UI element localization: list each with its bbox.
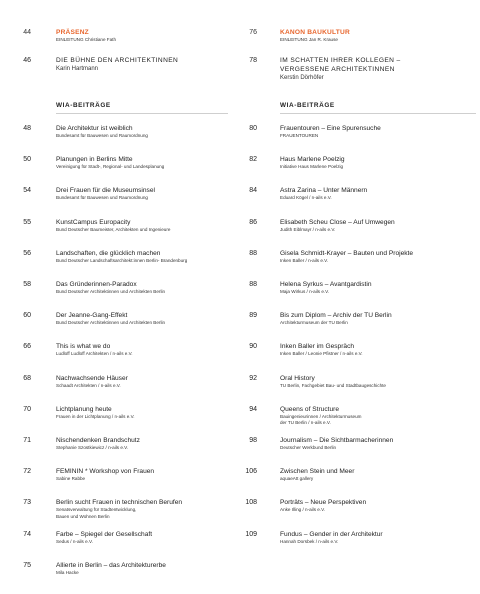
entry-author: Schaadt Architekten / n-ails e.V. bbox=[56, 382, 121, 388]
entry-author: EINLEITUNG Jan R. Krause bbox=[280, 37, 338, 42]
entry-author: Architekturmuseum der TU Berlin bbox=[280, 320, 348, 326]
entry-title: DIE BÜHNE DEN ARCHITEKTINNEN bbox=[56, 57, 179, 64]
page-number: 71 bbox=[23, 437, 31, 444]
entry-author: Vereinigung für Stadt-, Regional- und Landesplanung bbox=[56, 164, 165, 170]
entry-title: This is what we do bbox=[56, 343, 111, 351]
section-divider bbox=[280, 113, 476, 114]
entry-author: Bauingenieurinnen / Architekturmuseum bbox=[280, 413, 362, 419]
entry-author: Bund Deutscher Architektinnen und Architekten Berlin bbox=[56, 289, 166, 294]
entry-title: Frauentouren – Eine Spurensuche bbox=[280, 125, 381, 132]
entry-title: Inken Baller im Gespräch bbox=[280, 343, 355, 351]
entry-title: Queens of Structure bbox=[280, 405, 340, 413]
entry-title: Zwischen Stein und Meer bbox=[280, 468, 355, 476]
entry-author: Anke Illing / n-ails e.V. bbox=[280, 507, 326, 513]
entry-title: FEMININ * Workshop von Frauen bbox=[56, 468, 155, 476]
entry-author: Bund Deutscher Architektinnen und Architekten Berlin bbox=[56, 320, 166, 326]
entry-author: Ludloff Ludloff Architekten / n-ails e.V. bbox=[56, 351, 133, 357]
entry-author: aquaeAtt gallery bbox=[280, 476, 314, 482]
entry-title: Nachwachsende Häuser bbox=[56, 374, 128, 382]
page-number: 88 bbox=[249, 249, 257, 257]
page-number: 88 bbox=[249, 281, 257, 288]
page-number: 109 bbox=[245, 530, 257, 538]
entry-author: Inken Baller / Leonie Pfistner / n-ails e.V. bbox=[280, 351, 363, 357]
entry-title: Das Gründerinnen-Paradox bbox=[56, 281, 137, 288]
page-number: 82 bbox=[249, 156, 257, 164]
entry-author: Bund Deutscher Landschaftsarchitekt:innen Berlin- Brandenburg bbox=[56, 257, 188, 263]
entry-author: Initiative Haus Marlene Poelzig bbox=[280, 164, 344, 170]
entry-author: Frauen in der Lichtplanung / n-ails e.V. bbox=[56, 413, 135, 419]
page-number: 94 bbox=[249, 405, 257, 413]
entry-author: Bundesamt für Bauwesen und Raumordnung bbox=[56, 133, 148, 138]
entry-title: Allierte in Berlin – das Architekturerbe bbox=[56, 561, 166, 569]
page-number: 60 bbox=[23, 312, 31, 320]
entry-author: Stephanie Szostkiewicz / n-ails e.V. bbox=[56, 445, 129, 450]
entry-title: Elisabeth Scheu Close – Auf Umwegen bbox=[280, 218, 395, 226]
entry-title: Astra Zarina – Unter Männern bbox=[280, 187, 368, 195]
section-heading-right: WIA-BEITRÄGE bbox=[280, 102, 335, 109]
entry-author: Karin Hartmann bbox=[56, 66, 99, 72]
entry-author: Eduard Kögel / n-ails e.V. bbox=[280, 195, 332, 201]
entry-title: Planungen in Berlins Mitte bbox=[56, 156, 133, 164]
entry-title: Porträts – Neue Perspektiven bbox=[280, 499, 367, 507]
entry-author: Bundesamt für Bauwesen und Raumordnung bbox=[56, 195, 148, 201]
entry-author: Judith Eiblmayr / n-ails e.V. bbox=[280, 226, 336, 232]
page-number: 74 bbox=[23, 530, 31, 538]
page-number: 108 bbox=[245, 499, 257, 507]
entry-author: Sedus / n-ails e.V. bbox=[56, 538, 93, 544]
entry-author: Deutscher Werkbund Berlin bbox=[280, 445, 337, 450]
entry-author: Mila Hacke bbox=[56, 569, 79, 575]
entry-title: Journalism – Die Sichtbarmacherinnen bbox=[280, 437, 394, 444]
page-number: 56 bbox=[23, 249, 31, 257]
entry-author: Senatsverwaltung für Stadtentwicklung, bbox=[56, 507, 137, 513]
entry-title-line-2: VERGESSENE ARCHITEKTINNEN bbox=[280, 66, 395, 73]
entry-author: FRAUENTOUREN bbox=[280, 133, 319, 138]
page-number: 92 bbox=[249, 374, 257, 382]
section-divider bbox=[56, 113, 228, 114]
page-number: 86 bbox=[249, 218, 257, 226]
entry-author-line-2: Bauen und Wohnen Berlin bbox=[56, 513, 110, 519]
entry-author: Inken Baller / n-ails e.V. bbox=[280, 257, 329, 263]
entry-title: Lichtplanung heute bbox=[56, 405, 112, 413]
page-number: 72 bbox=[23, 468, 31, 476]
page-number: 80 bbox=[249, 125, 257, 132]
page-number: 55 bbox=[23, 218, 31, 226]
section-heading-left: WIA-BEITRÄGE bbox=[56, 102, 111, 109]
page-number: 68 bbox=[23, 374, 31, 382]
page-number: 89 bbox=[249, 312, 257, 320]
entry-title: Die Architektur ist weiblich bbox=[56, 125, 133, 132]
entry-author: EINLEITUNG Christiane Fath bbox=[56, 37, 116, 42]
entry-title: Landschaften, die glücklich machen bbox=[56, 249, 161, 257]
entry-title: Gisela Schmidt-Krayer – Bauten und Projekte bbox=[280, 249, 414, 257]
entry-title: Helena Syrkus – Avantgardistin bbox=[280, 281, 372, 288]
page-number: 58 bbox=[23, 281, 31, 288]
page-number: 46 bbox=[23, 57, 31, 64]
entry-author-line-2: der TU Berlin / n-ails e.V. bbox=[280, 420, 331, 426]
entry-author: Bund Deutscher Baumeister, Architekten und Ingenieure bbox=[56, 226, 171, 232]
entry-author: Maja Wirkus / n-ails e.V. bbox=[280, 289, 330, 294]
entry-title: Fundus – Gender in der Architektur bbox=[280, 530, 383, 538]
entry-title: KANON BAUKULTUR bbox=[280, 29, 350, 36]
page-number: 44 bbox=[23, 29, 31, 36]
entry-title: Haus Marlene Poelzig bbox=[280, 156, 345, 164]
page-number: 75 bbox=[23, 561, 31, 569]
page-number: 66 bbox=[23, 343, 31, 351]
page-number: 50 bbox=[23, 156, 31, 164]
entry-title: Bis zum Diplom – Archiv der TU Berlin bbox=[280, 312, 392, 320]
entry-author: Sabine Rabbe bbox=[56, 476, 86, 482]
entry-author: Hannah Dorsbek / n-ails e.V. bbox=[280, 538, 339, 544]
page-number: 70 bbox=[23, 405, 31, 413]
page-number: 98 bbox=[249, 437, 257, 444]
page-number: 76 bbox=[249, 29, 257, 36]
entry-title: PRÄSENZ bbox=[56, 29, 89, 36]
page-number: 84 bbox=[249, 187, 257, 195]
page-number: 78 bbox=[249, 57, 257, 64]
page-number: 106 bbox=[245, 468, 257, 476]
entry-title: Farbe – Spiegel der Gesellschaft bbox=[56, 530, 153, 538]
entry-author: TU Berlin, Fachgebiet Bau- und Stadtbaugeschichte bbox=[280, 382, 386, 388]
entry-author: Kerstin Dörhöfer bbox=[280, 75, 324, 81]
page-number: 73 bbox=[23, 499, 31, 507]
page-number: 54 bbox=[23, 187, 31, 195]
entry-title: Berlin sucht Frauen in technischen Berufen bbox=[56, 499, 183, 507]
entry-title: Drei Frauen für die Museumsinsel bbox=[56, 187, 155, 195]
entry-title: IM SCHATTEN IHRER KOLLEGEN – bbox=[280, 57, 401, 64]
entry-title: Oral History bbox=[280, 374, 315, 382]
page-number: 90 bbox=[249, 343, 257, 351]
page-number: 48 bbox=[23, 125, 31, 132]
entry-title: Nischendenken Brandschutz bbox=[56, 437, 140, 444]
entry-title: Der Jeanne-Gang-Effekt bbox=[56, 312, 128, 320]
entry-title: KunstCampus Europacity bbox=[56, 218, 131, 226]
